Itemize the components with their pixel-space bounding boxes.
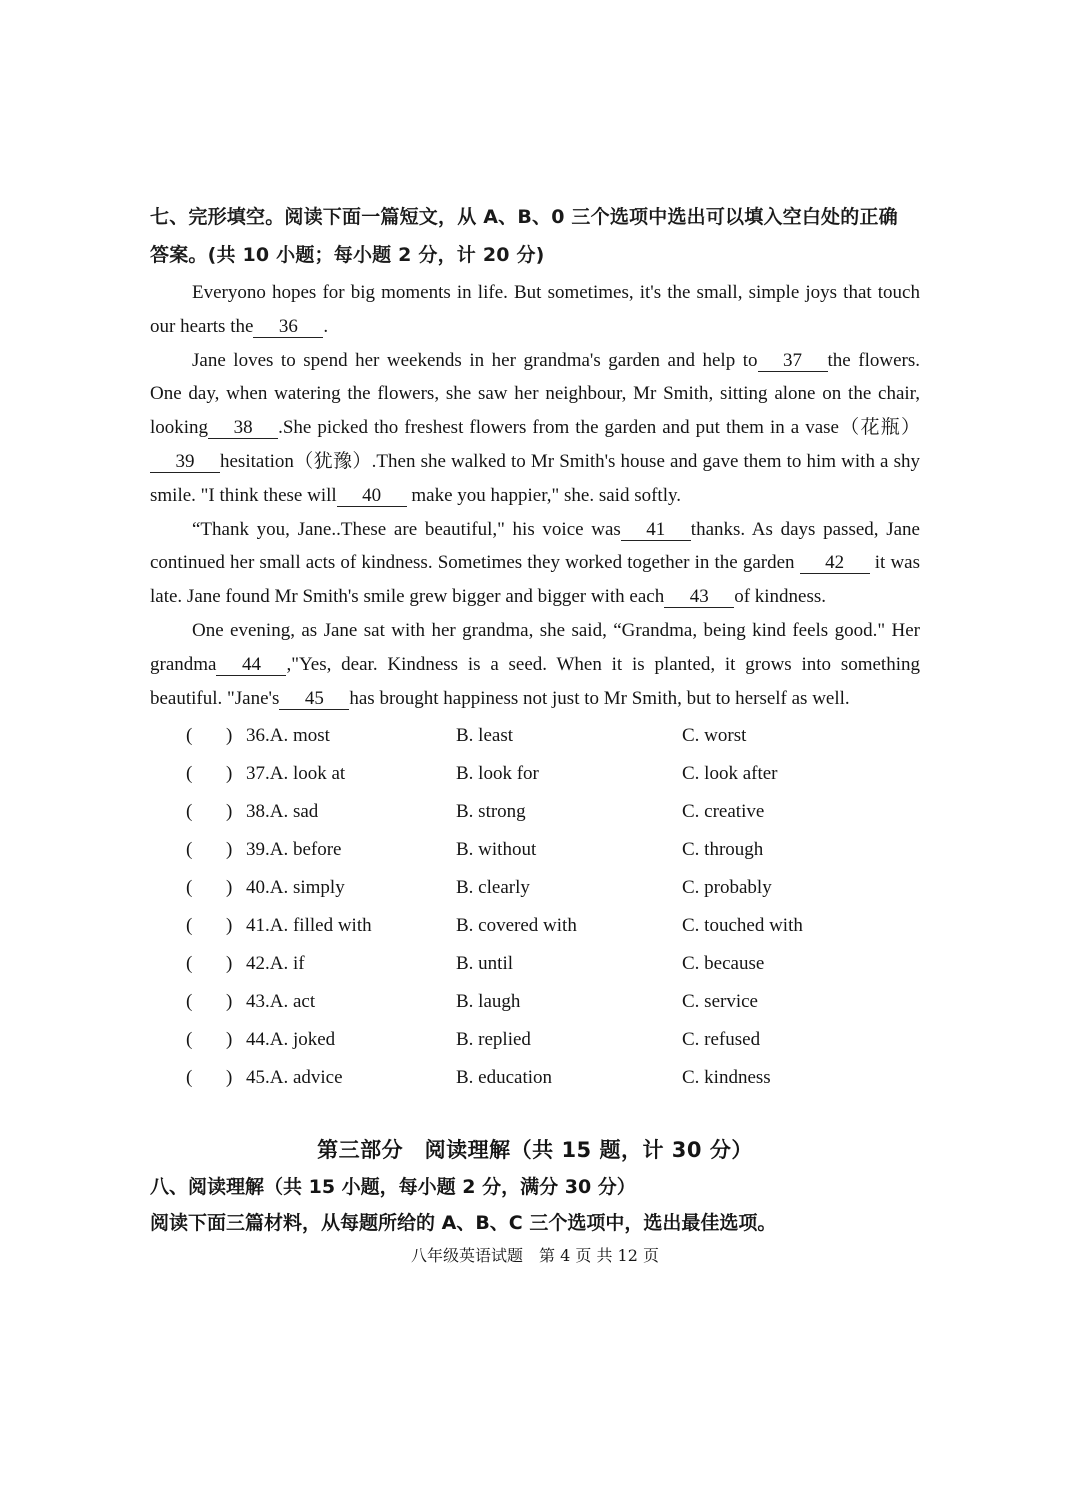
option-row-43 bbox=[150, 983, 920, 1021]
blank-40: 40 bbox=[337, 486, 407, 507]
option-a: 40.A. simply bbox=[246, 877, 345, 899]
passage-text: Everyono hopes for big moments in life. But sometimes, it's the small, simple joys that touch our hearts the bbox=[150, 282, 920, 337]
option-b: B. clearly bbox=[456, 877, 530, 899]
option-b: B. until bbox=[456, 953, 514, 975]
section-7-heading bbox=[150, 198, 920, 274]
option-b: B. replied bbox=[456, 1029, 531, 1051]
answer-paren-close: ) bbox=[226, 915, 233, 937]
page-footer: 八年级英语试题 第 4 页 共 12 页 bbox=[411, 1246, 659, 1266]
option-b: B. least bbox=[456, 725, 513, 747]
option-b: B. strong bbox=[456, 801, 526, 823]
section-8-heading: 八、阅读理解（共 15 小题，每小题 2 分，满分 30 分） bbox=[150, 1176, 636, 1199]
passage-text: the flowers. One day, when watering the flowers, she saw her neighbour, Mr Smith, sitting alone on the chair, looking bbox=[150, 349, 920, 439]
passage-text: hesitation（犹豫）.Then she walked to Mr Smith's house and gave them to him with a shy smile. "I think these will bbox=[150, 450, 920, 506]
option-row-42 bbox=[150, 945, 920, 983]
passage-text: .She picked tho freshest flowers from the garden and put them in a vase（花瓶） bbox=[278, 417, 920, 439]
answer-paren-close: ) bbox=[226, 877, 233, 899]
answer-paren-open: ( bbox=[186, 1029, 193, 1051]
option-a: 39.A. before bbox=[246, 839, 342, 861]
option-c: C. touched with bbox=[682, 915, 803, 937]
passage-text: thanks. As days passed, Jane continued her small acts of kindness. Sometimes they worked together in the garden bbox=[150, 518, 920, 574]
answer-paren-open: ( bbox=[186, 915, 193, 937]
option-c: C. creative bbox=[682, 801, 765, 823]
answer-paren-open: ( bbox=[186, 1067, 193, 1089]
option-c: C. probably bbox=[682, 877, 772, 899]
cloze-passage bbox=[150, 276, 920, 715]
option-c: C. kindness bbox=[682, 1067, 771, 1089]
blank-37: 37 bbox=[758, 351, 828, 372]
passage-text: . bbox=[323, 315, 329, 337]
option-c: C. look after bbox=[682, 763, 778, 785]
option-a: 43.A. act bbox=[246, 991, 316, 1013]
passage-paragraph-4 bbox=[150, 614, 920, 715]
option-c: C. service bbox=[682, 991, 758, 1013]
option-b: B. covered with bbox=[456, 915, 577, 937]
option-row-38 bbox=[150, 793, 920, 831]
option-b: B. look for bbox=[456, 763, 539, 785]
option-row-37 bbox=[150, 755, 920, 793]
blank-44: 44 bbox=[216, 655, 286, 676]
answer-paren-open: ( bbox=[186, 877, 193, 899]
option-c: C. through bbox=[682, 839, 764, 861]
section-7-heading-line2: 答案。(共 10 小题；每小题 2 分，计 20 分) bbox=[150, 244, 545, 266]
answer-paren-close: ) bbox=[226, 1029, 233, 1051]
option-b: B. education bbox=[456, 1067, 553, 1089]
option-c: C. because bbox=[682, 953, 765, 975]
option-a: 42.A. if bbox=[246, 953, 305, 975]
blank-41: 41 bbox=[621, 520, 691, 541]
answer-paren-close: ) bbox=[226, 839, 233, 861]
reading-instruction: 阅读下面三篇材料，从每题所给的 A、B、C 三个选项中，选出最佳选项。 bbox=[150, 1212, 777, 1235]
blank-43: 43 bbox=[664, 587, 734, 608]
passage-text: One evening, as Jane sat with her grandma, she said, “Grandma, being kind feels good." Her grandma bbox=[150, 619, 920, 675]
part-3-title: 第三部分 阅读理解（共 15 题，计 30 分） bbox=[317, 1138, 753, 1163]
option-c: C. worst bbox=[682, 725, 747, 747]
option-a: 38.A. sad bbox=[246, 801, 319, 823]
option-row-40 bbox=[150, 869, 920, 907]
section-7-heading-line1: 七、完形填空。阅读下面一篇短文，从 A、B、0 三个选项中选出可以填入空白处的正确 bbox=[150, 206, 898, 228]
option-a: 36.A. most bbox=[246, 725, 330, 747]
option-row-44 bbox=[150, 1021, 920, 1059]
blank-42: 42 bbox=[800, 553, 870, 574]
answer-paren-close: ) bbox=[226, 991, 233, 1013]
option-row-36 bbox=[150, 717, 920, 755]
answer-paren-open: ( bbox=[186, 991, 193, 1013]
options-list bbox=[150, 717, 920, 1097]
answer-paren-open: ( bbox=[186, 763, 193, 785]
passage-text: make you happier," she. said softly. bbox=[411, 484, 681, 506]
answer-paren-close: ) bbox=[226, 953, 233, 975]
blank-39: 39 bbox=[150, 452, 220, 473]
passage-text: has brought happiness not just to Mr Smith, but to herself as well. bbox=[349, 687, 850, 709]
blank-45: 45 bbox=[279, 689, 349, 710]
passage-paragraph-3 bbox=[150, 513, 920, 614]
blank-38: 38 bbox=[208, 418, 278, 439]
passage-text: of kindness. bbox=[734, 586, 827, 608]
option-a: 44.A. joked bbox=[246, 1029, 336, 1051]
option-a: 37.A. look at bbox=[246, 763, 346, 785]
answer-paren-close: ) bbox=[226, 763, 233, 785]
option-row-45 bbox=[150, 1059, 920, 1097]
answer-paren-close: ) bbox=[226, 1067, 233, 1089]
blank-36: 36 bbox=[253, 317, 323, 338]
option-a: 41.A. filled with bbox=[246, 915, 372, 937]
option-a: 45.A. advice bbox=[246, 1067, 343, 1089]
option-row-39 bbox=[150, 831, 920, 869]
option-row-41 bbox=[150, 907, 920, 945]
answer-paren-open: ( bbox=[186, 839, 193, 861]
answer-paren-open: ( bbox=[186, 725, 193, 747]
option-c: C. refused bbox=[682, 1029, 761, 1051]
exam-page bbox=[150, 198, 920, 1271]
answer-paren-close: ) bbox=[226, 801, 233, 823]
answer-paren-close: ) bbox=[226, 725, 233, 747]
option-b: B. without bbox=[456, 839, 537, 861]
answer-paren-open: ( bbox=[186, 953, 193, 975]
passage-text: “Thank you, Jane..These are beautiful," his voice was bbox=[192, 518, 621, 540]
passage-text: Jane loves to spend her weekends in her grandma's garden and help to bbox=[192, 349, 758, 371]
passage-text: it was late. Jane found Mr Smith's smile grew bigger and bigger with each bbox=[150, 552, 920, 608]
option-b: B. laugh bbox=[456, 991, 521, 1013]
passage-text: ,"Yes, dear. Kindness is a seed. When it is planted, it grows into something beautiful. "Jane's bbox=[150, 653, 920, 709]
answer-paren-open: ( bbox=[186, 801, 193, 823]
passage-paragraph-2 bbox=[150, 344, 920, 513]
passage-paragraph-1 bbox=[150, 276, 920, 344]
